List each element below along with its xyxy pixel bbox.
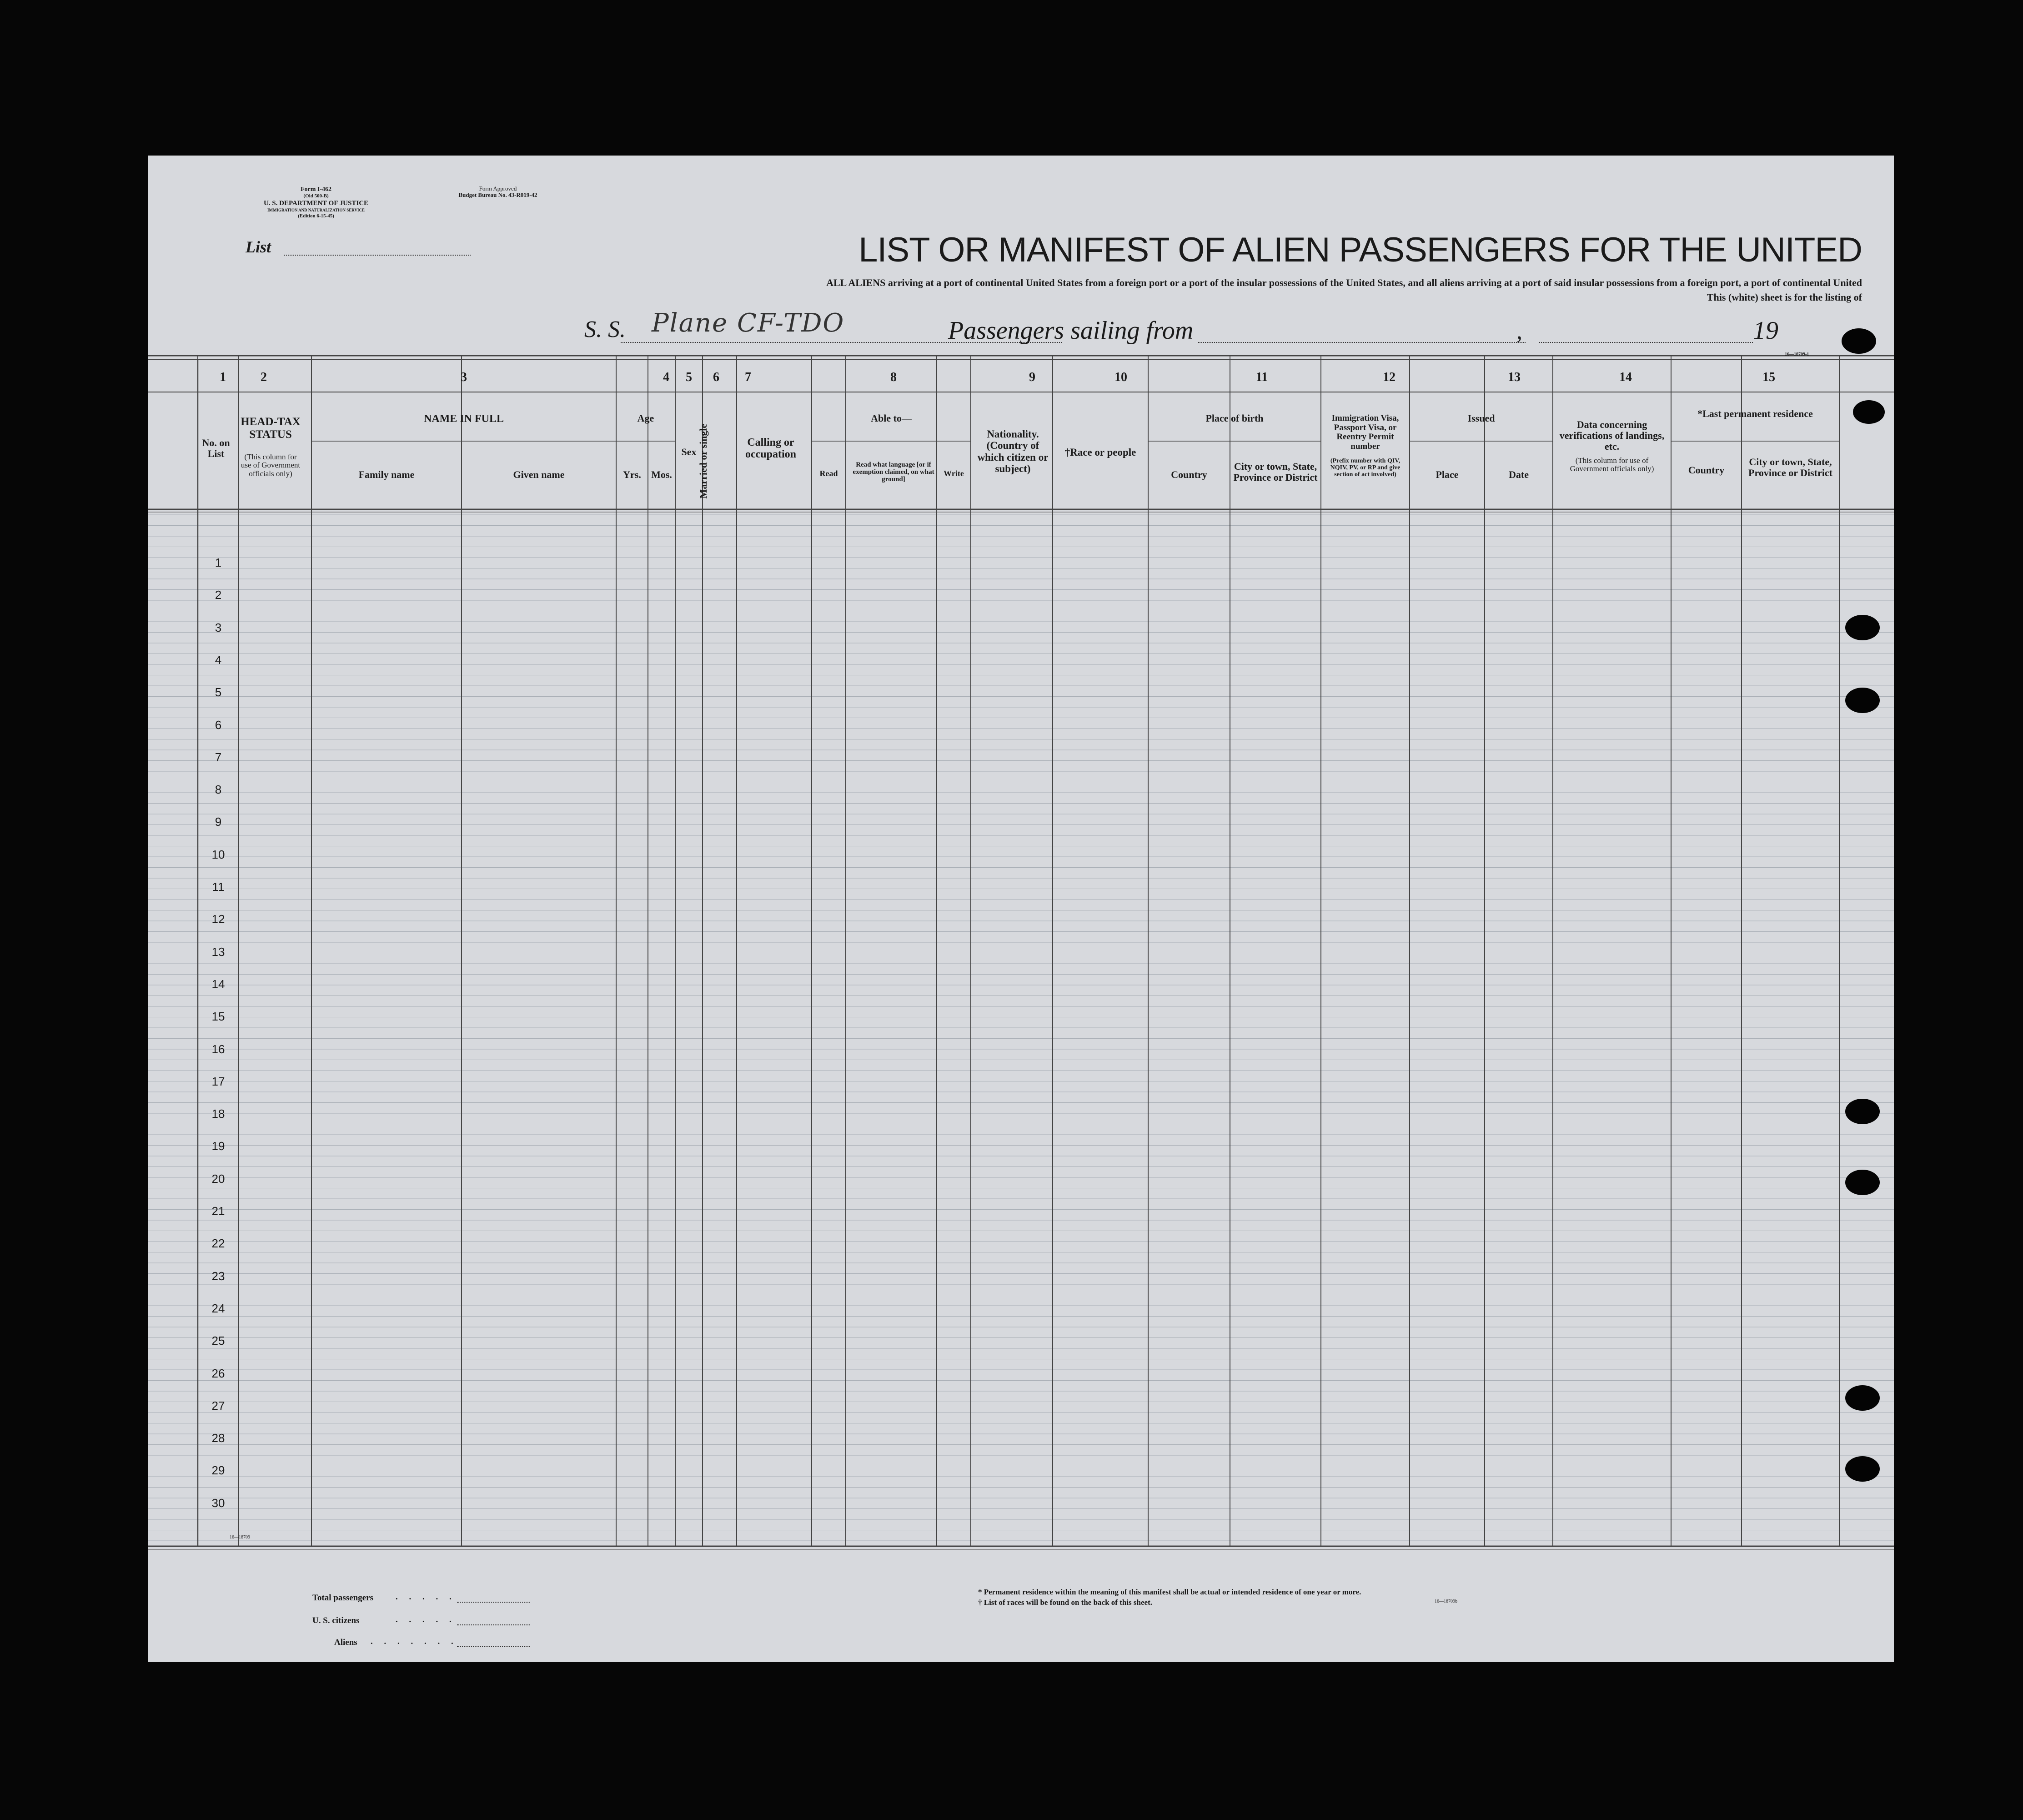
row-number: 5 [215,685,222,699]
col-num-2: 2 [261,370,267,384]
serial-top: 16—18709-1 [1785,352,1809,357]
header-nationality: Nationality. (Country of which citizen or subject) [977,428,1049,474]
header-no-on-list: No. on List [202,437,230,460]
us-citizens-label: U. S. citizens [312,1616,360,1625]
form-edition: (Edition 6-15-45) [298,213,334,219]
ss-label: S. S. [584,317,626,342]
row-number: 6 [215,718,222,732]
serial-bottom-right: 16—18709b [1435,1599,1457,1604]
header-age-yrs: Yrs. [623,469,641,480]
binder-hole [1845,688,1880,713]
binder-hole [1842,328,1876,354]
header-issued-date: Date [1509,469,1529,480]
vessel-name-handwritten: Plane CF-TDO [652,308,845,338]
col-num-11: 11 [1255,370,1268,384]
header-head-tax: HEAD-TAX STATUS [241,416,301,441]
col-num-10: 10 [1114,370,1127,384]
header-sex: Sex [681,446,697,458]
col-num-6: 6 [713,370,719,384]
department-name: U. S. DEPARTMENT OF JUSTICE [263,200,369,207]
list-label: List [246,238,271,256]
row-number: 7 [215,750,222,764]
header-visa: Immigration Visa, Passport Visa, or Reentry Permit number [1331,413,1399,451]
row-number: 3 [215,620,222,634]
col-num-14: 14 [1619,370,1632,384]
sailing-from-label: Passengers sailing from [948,317,1194,345]
comma-mark: , [1516,318,1522,344]
header-head-tax-note: (This column for use of Government officials only) [241,452,301,478]
header-read: Read [819,469,838,478]
total-passengers-dots: . . . . . [396,1592,456,1602]
form-old-number: (Old 500-B) [303,193,329,199]
header-residence-country: Country [1688,464,1725,476]
footnote-permanent-residence: * Permanent residence within the meaning of this manifest shall be actual or intended residence of one year or more. [978,1588,1361,1596]
col-num-15: 15 [1762,370,1775,384]
header-birth-city: City or town, State, Province or District [1233,461,1318,483]
row-number: 19 [211,1139,225,1153]
header-data-concerning: Data concerning verifications of landings, etc. [1559,419,1665,452]
row-number: 25 [211,1334,225,1348]
header-data-note: (This column for use of Government officials only) [1570,456,1654,473]
row-number: 1 [215,556,222,569]
binder-hole [1845,1170,1880,1195]
header-birth-country: Country [1171,469,1207,480]
serial-bottom-left: 16—18709 [230,1535,250,1540]
binder-hole [1845,1385,1880,1411]
binder-hole [1853,400,1885,424]
binder-hole [1845,1456,1880,1482]
manifest-title: LIST OR MANIFEST OF ALIEN PASSENGERS FOR THE UNITED [858,231,1862,269]
year-prefix: 19 [1753,317,1778,345]
header-residence-city: City or town, State, Province or District [1748,456,1832,479]
us-citizens-field [457,1624,530,1625]
total-passengers-label: Total passengers [312,1593,373,1603]
sailing-from-line [1198,342,1526,343]
date-line [1539,342,1753,343]
manifest-subtitle-2: This (white) sheet is for the listing of [1707,292,1862,303]
manifest-subtitle: ALL ALIENS arriving at a port of continental United States from a foreign port or a port of the insular possessions of the United States, and all aliens arriving at a port of said insular possessions from a foreign port, a port of continental United [826,277,1862,288]
us-citizens-dots: . . . . . [396,1615,456,1624]
row-number: 15 [211,1010,225,1024]
row-number: 4 [215,653,222,667]
col-num-4: 4 [663,370,669,384]
row-number: 24 [211,1301,225,1315]
row-number: 2 [215,588,222,602]
header-race: †Race or people [1064,447,1136,458]
header-issued-place: Place [1436,469,1459,480]
header-calling: Calling or occupation [745,437,796,461]
header-visa-note: (Prefix number with QIV, NQIV, PV, or RP and give section of act involved) [1330,458,1401,478]
footnote-races: † List of races will be found on the back of this sheet. [978,1598,1152,1607]
row-number: 26 [211,1366,225,1380]
row-number: 8 [215,783,222,797]
col-num-3: 3 [461,370,467,384]
header-write: Write [944,469,964,478]
form-number: Form I-462 [300,186,332,193]
header-name-in-full: NAME IN FULL [423,413,504,425]
col-num-1: 1 [220,370,226,384]
row-number: 22 [211,1237,225,1251]
total-passengers-field [457,1602,530,1603]
aliens-dots: . . . . . . . [371,1637,458,1646]
header-family-name: Family name [358,469,415,480]
header-married: Married or single [697,423,709,499]
row-number: 14 [211,977,225,991]
col-num-12: 12 [1383,370,1396,384]
row-number: 28 [211,1431,225,1445]
row-number: 12 [211,912,225,926]
header-age-mos: Mos. [651,469,672,480]
list-number-line [284,255,471,256]
col-num-5: 5 [686,370,692,384]
header-able-to: Able to— [871,412,912,424]
row-number: 16 [211,1042,225,1056]
row-number: 21 [211,1204,225,1218]
header-read-language: Read what language [or if exemption claimed, on what ground] [853,461,934,483]
row-number: 9 [215,815,222,829]
col-num-7: 7 [745,370,751,384]
aliens-label: Aliens [334,1638,357,1647]
col-num-9: 9 [1029,370,1035,384]
row-number: 20 [211,1171,225,1186]
row-number: 23 [211,1269,225,1283]
row-number: 18 [211,1107,225,1121]
header-given-name: Given name [513,469,565,480]
manifest-sheet [148,156,1894,1662]
header-age: Age [637,412,654,424]
aliens-field [457,1646,530,1647]
row-number: 27 [211,1398,225,1413]
row-number: 10 [211,847,225,861]
col-num-8: 8 [890,370,897,384]
header-place-of-birth: Place of birth [1205,412,1264,424]
row-number: 13 [211,945,225,959]
form-approved: Form Approved [479,185,517,192]
budget-bureau-number: Budget Bureau No. 43-R019-42 [458,191,537,198]
service-name: IMMIGRATION AND NATURALIZATION SERVICE [267,208,365,212]
row-number: 17 [211,1074,225,1088]
col-num-13: 13 [1508,370,1521,384]
row-number: 29 [211,1463,225,1478]
header-issued: Issued [1467,412,1495,424]
row-number: 30 [211,1496,225,1510]
binder-hole [1845,615,1880,640]
header-last-residence: *Last permanent residence [1697,408,1813,419]
binder-hole [1845,1099,1880,1124]
row-number: 11 [212,880,225,894]
